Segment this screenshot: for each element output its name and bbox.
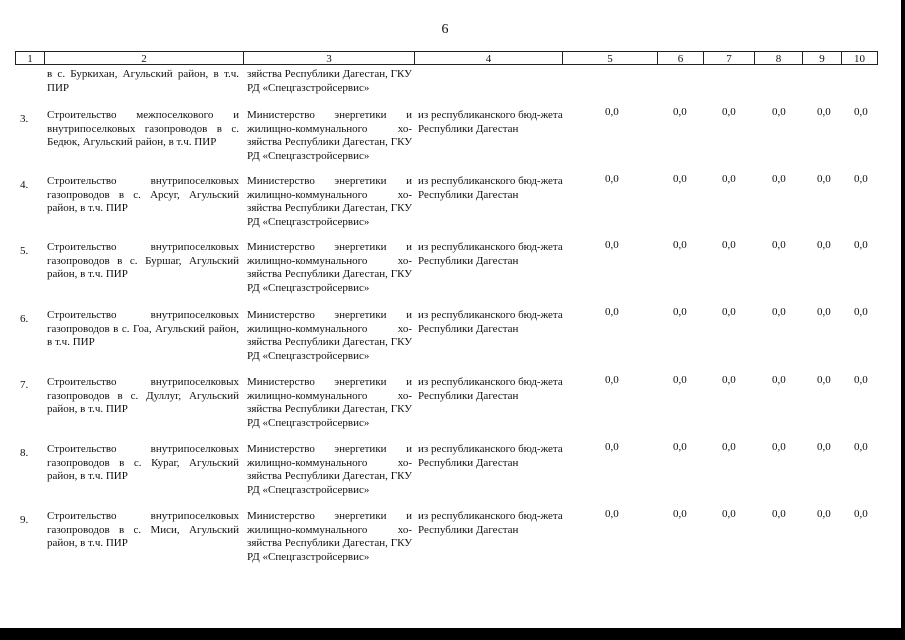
value-col5: 0,0 xyxy=(605,106,619,118)
value-col8: 0,0 xyxy=(772,374,786,386)
value-col10: 0,0 xyxy=(854,508,868,520)
col-header-7: 7 xyxy=(703,51,754,65)
value-col9: 0,0 xyxy=(817,441,831,453)
executor: Министерство энергетики и жилищно-коммунального хо-зяйства Республики Дагестан, ГКУ РД «Спецгазстройсервис» xyxy=(247,109,412,162)
value-col6: 0,0 xyxy=(673,173,687,185)
executor: Министерство энергетики и жилищно-коммунального хо-зяйства Республики Дагестан, ГКУ РД «Спецгазстройсервис» xyxy=(247,175,412,228)
executor: Министерство энергетики и жилищно-коммунального хо-зяйства Республики Дагестан, ГКУ РД «Спецгазстройсервис» xyxy=(247,510,412,563)
value-col8: 0,0 xyxy=(772,239,786,251)
row-number: 7. xyxy=(20,379,29,391)
project-name: Строительство внутрипоселковых газопроводов в с. Гоа, Агульский район, в т.ч. ПИР xyxy=(47,309,239,349)
value-col6: 0,0 xyxy=(673,239,687,251)
value-col9: 0,0 xyxy=(817,173,831,185)
executor: Министерство энергетики и жилищно-коммунального хо-зяйства Республики Дагестан, ГКУ РД «Спецгазстройсервис» xyxy=(247,376,412,429)
value-col10: 0,0 xyxy=(854,306,868,318)
col-header-2: 2 xyxy=(44,51,243,65)
value-col10: 0,0 xyxy=(854,106,868,118)
row-number: 6. xyxy=(20,313,29,325)
funding-source: из республиканского бюд-жета Республики Дагестан xyxy=(418,443,563,469)
row-number: 8. xyxy=(20,447,29,459)
col-header-6: 6 xyxy=(657,51,703,65)
project-name: Строительство внутрипоселковых газопроводов в с. Кураг, Агульский район, в т.ч. ПИР xyxy=(47,443,239,483)
scan-edge-right xyxy=(901,0,905,640)
value-col6: 0,0 xyxy=(673,441,687,453)
value-col10: 0,0 xyxy=(854,374,868,386)
value-col5: 0,0 xyxy=(605,173,619,185)
col-header-1: 1 xyxy=(15,51,44,65)
row-number: 5. xyxy=(20,245,29,257)
value-col8: 0,0 xyxy=(772,106,786,118)
continuation-name: в с. Буркихан, Агульский район, в т.ч. ПИР xyxy=(47,68,239,94)
project-name: Строительство межпоселкового и внутрипоселковых газопроводов в с. Бедюк, Агульский район, в т.ч. ПИР xyxy=(47,109,239,149)
row-number: 3. xyxy=(20,113,29,125)
value-col10: 0,0 xyxy=(854,173,868,185)
value-col9: 0,0 xyxy=(817,508,831,520)
value-col7: 0,0 xyxy=(722,508,736,520)
executor: Министерство энергетики и жилищно-коммунального хо-зяйства Республики Дагестан, ГКУ РД «Спецгазстройсервис» xyxy=(247,241,412,294)
col-header-8: 8 xyxy=(754,51,802,65)
col-header-5: 5 xyxy=(562,51,657,65)
page-number: 6 xyxy=(441,22,449,37)
funding-source: из республиканского бюд-жета Республики Дагестан xyxy=(418,175,563,201)
col-header-3: 3 xyxy=(243,51,414,65)
value-col7: 0,0 xyxy=(722,239,736,251)
funding-source: из республиканского бюд-жета Республики Дагестан xyxy=(418,309,563,335)
row-number: 4. xyxy=(20,179,29,191)
project-name: Строительство внутрипоселковых газопроводов в с. Арсуг, Агульский район, в т.ч. ПИР xyxy=(47,175,239,215)
value-col6: 0,0 xyxy=(673,374,687,386)
value-col8: 0,0 xyxy=(772,173,786,185)
value-col10: 0,0 xyxy=(854,239,868,251)
scan-edge-bottom xyxy=(0,628,905,640)
value-col7: 0,0 xyxy=(722,374,736,386)
col-header-10: 10 xyxy=(841,51,878,65)
col-header-4: 4 xyxy=(414,51,562,65)
value-col5: 0,0 xyxy=(605,374,619,386)
continuation-org: зяйства Республики Дагестан, ГКУ РД «Спецгазстройсервис» xyxy=(247,68,412,94)
executor: Министерство энергетики и жилищно-коммунального хо-зяйства Республики Дагестан, ГКУ РД «Спецгазстройсервис» xyxy=(247,443,412,496)
col-header-9: 9 xyxy=(802,51,841,65)
value-col8: 0,0 xyxy=(772,306,786,318)
value-col9: 0,0 xyxy=(817,374,831,386)
value-col8: 0,0 xyxy=(772,508,786,520)
project-name: Строительство внутрипоселковых газопроводов в с. Миси, Агульский район, в т.ч. ПИР xyxy=(47,510,239,550)
value-col5: 0,0 xyxy=(605,239,619,251)
value-col7: 0,0 xyxy=(722,173,736,185)
value-col7: 0,0 xyxy=(722,306,736,318)
funding-source: из республиканского бюд-жета Республики Дагестан xyxy=(418,241,563,267)
value-col5: 0,0 xyxy=(605,441,619,453)
row-number: 9. xyxy=(20,514,29,526)
value-col6: 0,0 xyxy=(673,306,687,318)
value-col6: 0,0 xyxy=(673,106,687,118)
value-col5: 0,0 xyxy=(605,306,619,318)
executor: Министерство энергетики и жилищно-коммунального хо-зяйства Республики Дагестан, ГКУ РД «Спецгазстройсервис» xyxy=(247,309,412,362)
value-col5: 0,0 xyxy=(605,508,619,520)
funding-source: из республиканского бюд-жета Республики Дагестан xyxy=(418,109,563,135)
funding-source: из республиканского бюд-жета Республики Дагестан xyxy=(418,376,563,402)
project-name: Строительство внутрипоселковых газопроводов в с. Буршаг, Агульский район, в т.ч. ПИР xyxy=(47,241,239,281)
value-col8: 0,0 xyxy=(772,441,786,453)
value-col7: 0,0 xyxy=(722,441,736,453)
project-name: Строительство внутрипоселковых газопроводов в с. Дуллуг, Агульский район, в т.ч. ПИР xyxy=(47,376,239,416)
value-col6: 0,0 xyxy=(673,508,687,520)
funding-source: из республиканского бюд-жета Республики Дагестан xyxy=(418,510,563,536)
value-col10: 0,0 xyxy=(854,441,868,453)
value-col9: 0,0 xyxy=(817,239,831,251)
value-col9: 0,0 xyxy=(817,306,831,318)
value-col7: 0,0 xyxy=(722,106,736,118)
value-col9: 0,0 xyxy=(817,106,831,118)
